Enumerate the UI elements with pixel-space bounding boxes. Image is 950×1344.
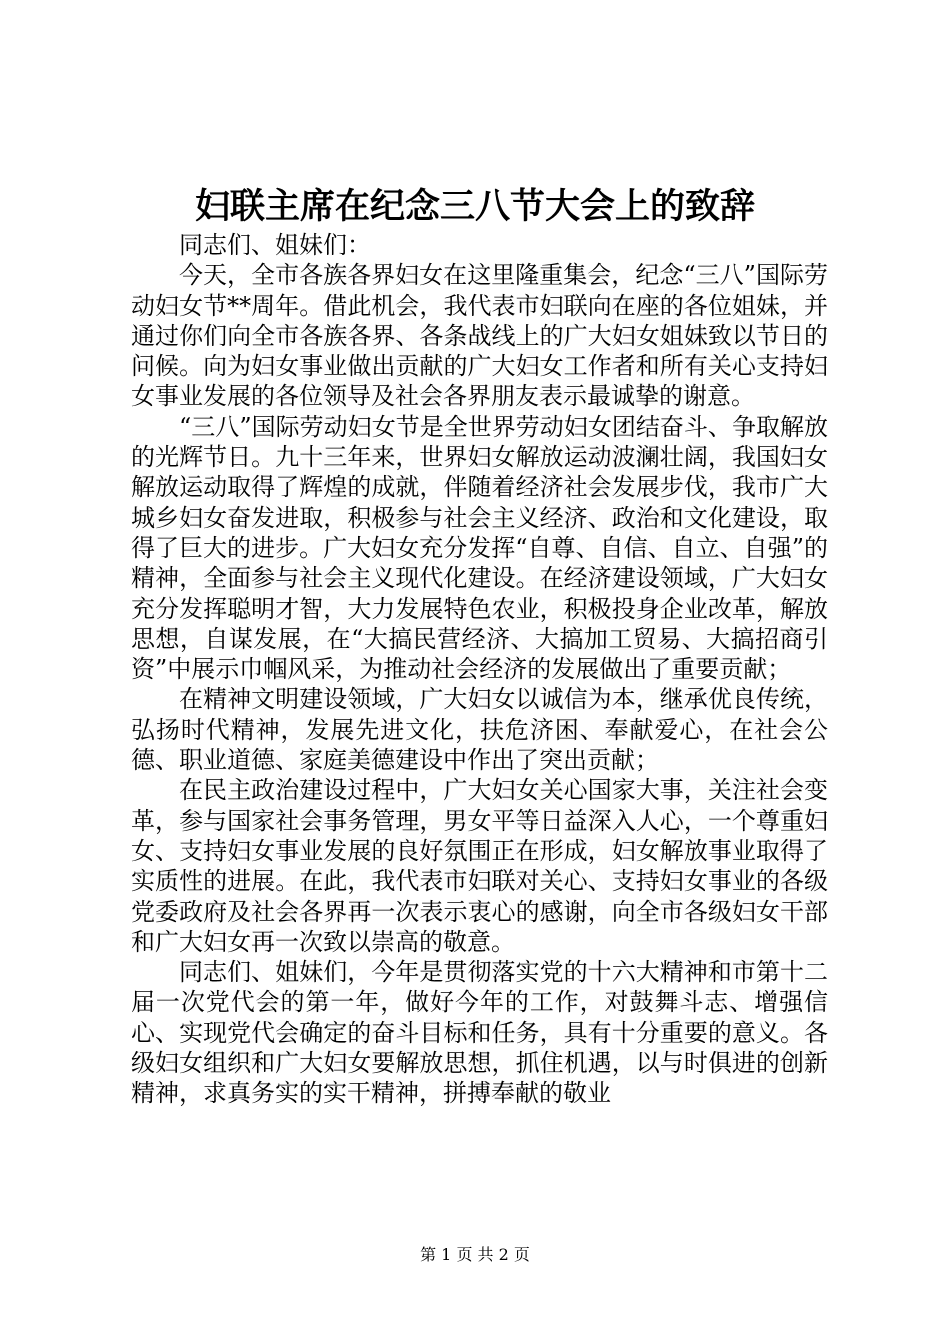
document-title: 妇联主席在纪念三八节大会上的致辞	[194, 186, 755, 227]
page-number-footer: 第 1 页 共 2 页	[420, 1245, 530, 1264]
body-paragraph-3: 在精神文明建设领域，广大妇女以诚信为本，继承优良传统，弘扬时代精神，发展先进文化，扶危济困、奉献爱心，在社会公德、职业道德、家庭美德建设中作出了突出贡献；	[131, 685, 828, 775]
body-paragraph-4: 在民主政治建设过程中，广大妇女关心国家大事，关注社会变革，参与国家社会事务管理，男女平等日益深入人心，一个尊重妇女、支持妇女事业发展的良好氛围正在形成，妇女解放事业取得了实质性的进展。在此，我代表市妇联对关心、支持妇女事业的各级党委政府及社会各界再一次表示衷心的感谢，向全市各级妇女干部和广大妇女再一次致以崇高的敬意。	[131, 776, 828, 956]
body-paragraph-2: “三八”国际劳动妇女节是全世界劳动妇女团结奋斗、争取解放的光辉节日。九十三年来，世界妇女解放运动波澜壮阔，我国妇女解放运动取得了辉煌的成就，伴随着经济社会发展步伐，我市广大城乡妇女奋发进取，积极参与社会主义经济、政治和文化建设，取得了巨大的进步。广大妇女充分发挥“自尊、自信、自立、自强”的精神，全面参与社会主义现代化建设。在经济建设领域，广大妇女充分发挥聪明才智，大力发展特色农业，积极投身企业改革，解放思想，自谋发展，在“大搞民营经济、大搞加工贸易、大搞招商引资”中展示巾帼风采，为推动社会经济的发展做出了重要贡献；	[131, 412, 828, 684]
salutation-paragraph: 同志们、姐妹们：	[179, 231, 371, 259]
body-paragraph-1: 今天，全市各族各界妇女在这里隆重集会，纪念“三八”国际劳动妇女节**周年。借此机会，我代表市妇联向在座的各位姐妹，并通过你们向全市各族各界、各条战线上的广大妇女姐妹致以节日的问候。向为妇女事业做出贡献的广大妇女工作者和所有关心支持妇女事业发展的各位领导及社会各界朋友表示最诚挚的谢意。	[131, 261, 828, 411]
document-body	[131, 230, 828, 1109]
body-paragraph-5: 同志们、姐妹们，今年是贯彻落实党的十六大精神和市第十二届一次党代会的第一年，做好今年的工作，对鼓舞斗志、增强信心、实现党代会确定的奋斗目标和任务，具有十分重要的意义。各级妇女组织和广大妇女要解放思想，抓住机遇，以与时俱进的创新精神，求真务实的实干精神，拼搏奉献的敬业	[131, 958, 828, 1108]
